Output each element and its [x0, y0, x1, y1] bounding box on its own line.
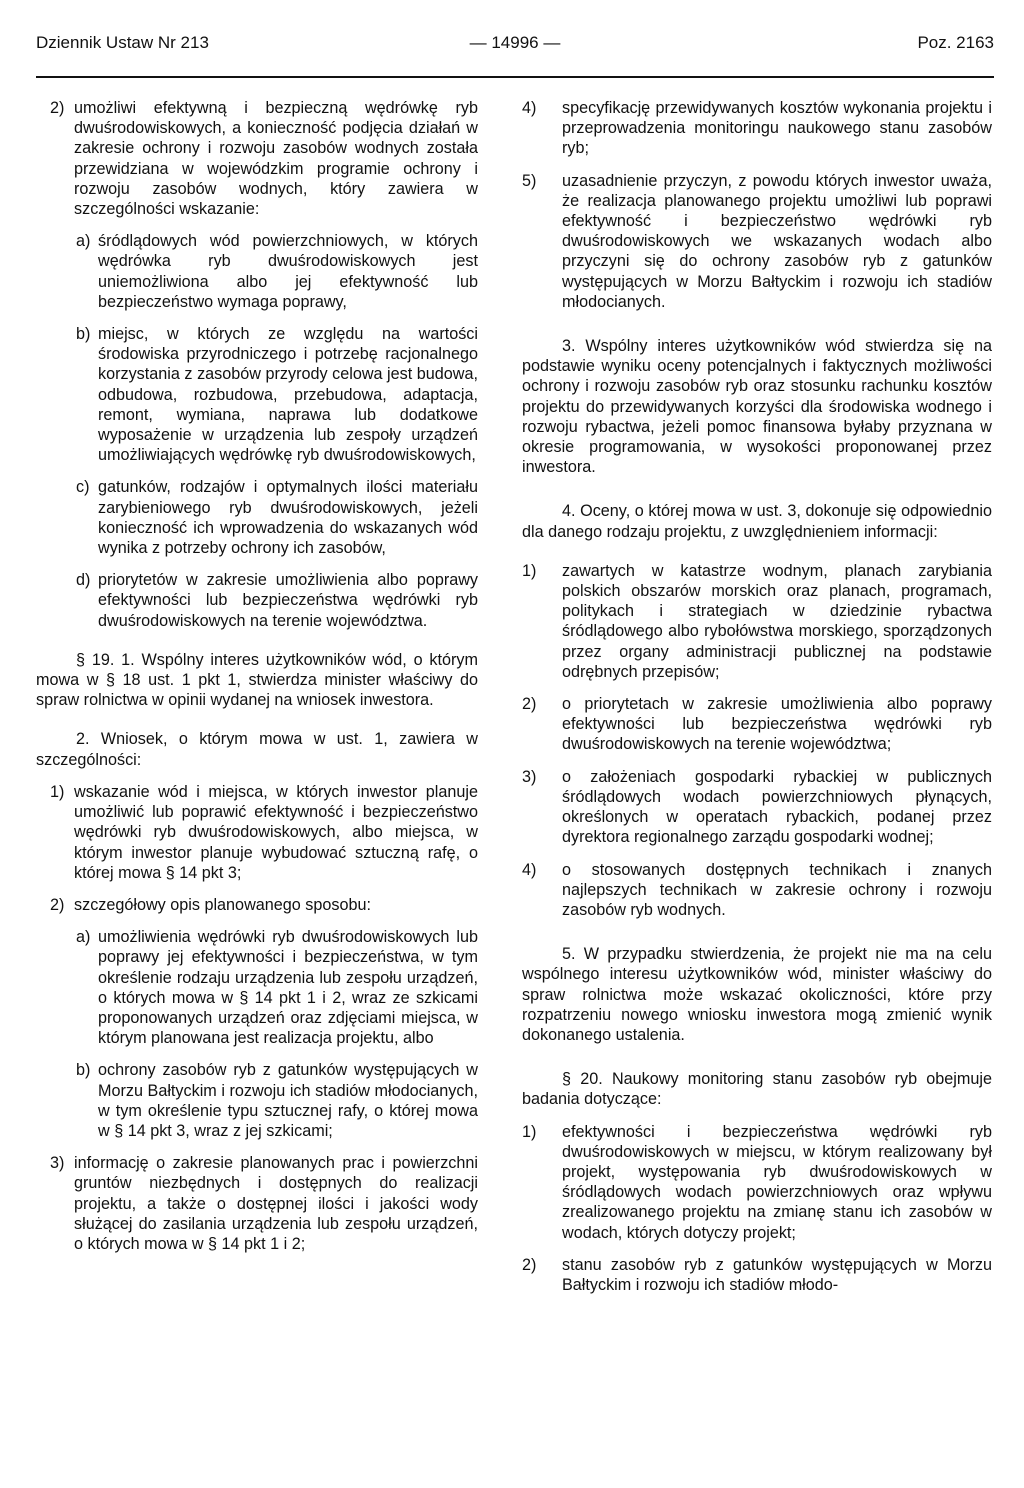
subitem-letter: b) — [76, 1061, 91, 1080]
list-subitem — [36, 927, 478, 1048]
list-subitem — [36, 477, 478, 558]
list-item — [522, 98, 992, 159]
paragraph-19-1: § 19. 1. Wspólny interes użytkowników wód, o którym mowa w § 18 ust. 1 pkt 1, stwierdza minister właściwy do spraw rolnictwa w opinii wydanej na wniosek inwestora. — [36, 650, 478, 710]
item-number: 2) — [50, 895, 65, 914]
item-number: 2) — [50, 99, 65, 117]
item-text: informację o zakresie planowanych prac i powierzchni gruntów niezbędnych i dostępnych do realizacji projektu, a także o dostępnej ilości i jakości wody służącej do zasilania urządzenia lub zespołu urządzeń, o których mowa w § 14 pkt 1 i 2; — [74, 1154, 478, 1253]
position-number: Poz. 2163 — [917, 33, 994, 52]
paragraph-19-3: 3. Wspólny interes użytkowników wód stwierdza się na podstawie wyniku oceny potencjalnych i faktycznych możliwości ochrony i rozwoju zasobów ryb oraz stosunku rachunku kosztów projektu do przewidywanych korzyści dla środowiska wodnego i rozwoju rybactwa, jeżeli pomoc finansowa byłaby przyznana w okresie programowania, w wysokości proponowanej przez inwestora. — [522, 337, 992, 477]
paragraph-19-2: 2. Wniosek, o którym mowa w ust. 1, zawiera w szczególności: — [36, 730, 478, 769]
item-text: efektywności i bezpieczeństwa wędrówki ryb dwuśrodowiskowych w miejscu, w którym realizowany był projekt, występowania ryb dwuśrodowiskowych w śródlądowych wodach powierzchniowych oraz wpływu zrealizowanego projektu na zmianę stanu ich zasobów w wodach, których dotyczy projekt; — [562, 1122, 992, 1242]
paragraph-19-5: 5. W przypadku stwierdzenia, że projekt nie ma na celu wspólnego interesu użytkowników wód, minister właściwy do spraw rolnictwa może wskazać okoliczności, które przy rozpatrzeniu nowego wniosku inwestora mogą zmienić wynik dokonanego ustalenia. — [522, 945, 992, 1044]
subitem-text: ochrony zasobów ryb z gatunków występujących w Morzu Bałtyckim i rozwoju ich stadiów młodocianych, w tym określenie typu sztucznej rafy, o której mowa w § 14 pkt 3, wraz z jej szkicami; — [98, 1061, 478, 1140]
subitem-text: śródlądowych wód powierzchniowych, w których wędrówka ryb dwuśrodowiskowych jest uniemożliwiona albo jej efektywność lub bezpieczeństwo wymaga poprawy, — [98, 232, 478, 311]
item-number: 3) — [522, 767, 537, 786]
item-number: 2) — [522, 695, 537, 714]
item-text: zawartych w katastrze wodnym, planach zarybiania polskich obszarów morskich oraz planach, programach, politykach i strategiach w dziedzinie rybactwa śródlądowego albo rybołówstwa morskiego, sporządzonych przez organy administracji publicznej na podstawie odrębnych przepisów; — [562, 561, 992, 681]
list-subitem — [36, 324, 478, 465]
list-item — [36, 1153, 478, 1254]
item-text: uzasadnienie przyczyn, z powodu których inwestor uważa, że realizacja planowanego projektu umożliwi lub poprawi efektywność i bezpieczeństwo wędrówki ryb dwuśrodowiskowych we wskazanych wodach albo przyczyni się do ochrony zasobów ryb z gatunków występujących w Morzu Bałtyckim i rozwoju ich stadiów młodocianych. — [562, 171, 992, 311]
header-rule — [36, 76, 994, 78]
item-text: szczegółowy opis planowanego sposobu: — [74, 895, 371, 914]
subitem-text: miejsc, w których ze względu na wartości środowiska przyrodniczego i potrzebę racjonalnego korzystania z zasobów przyrody celowa jest budowa, odbudowa, rozbudowa, przebudowa, adaptacja, remont, wymiana, naprawa lub dodatkowe wyposażenie w urządzenia lub zespoły urządzeń umożliwiających wędrówkę ryb dwuśrodowiskowych, — [98, 325, 478, 465]
item-text: umożliwi efektywną i bezpieczną wędrówkę ryb dwuśrodowiskowych, a konieczność podjęcia działań w zakresie ochrony i rozwoju zasobów wodnych została przewidziana w wojewódzkim programie ochrony i rozwoju zasobów wodnych, który zawiera w szczególności wskazanie: — [74, 99, 478, 219]
list-item — [522, 171, 992, 312]
item-number: 4) — [522, 99, 537, 117]
subitem-letter: b) — [76, 325, 91, 344]
subitem-text: priorytetów w zakresie umożliwienia albo poprawy efektywności lub bezpieczeństwa wędrówki ryb dwuśrodowiskowych na terenie województwa. — [98, 571, 478, 630]
list-subitem — [36, 570, 478, 631]
list-item — [522, 767, 992, 848]
subitem-text: gatunków, rodzajów i optymalnych ilości materiału zarybieniowego ryb dwuśrodowiskowych, jeżeli konieczność ich wprowadzenia do wskazanych wód wynika z potrzeby ochrony ich zasobów, — [98, 478, 478, 558]
item-number: 4) — [522, 860, 537, 879]
item-text: stanu zasobów ryb z gatunków występujących w Morzu Bałtyckim i rozwoju ich stadiów młodo- — [562, 1255, 992, 1294]
list-item — [522, 860, 992, 921]
item-text: o stosowanych dostępnych technikach i znanych najlepszych technikach w zakresie ochrony i rozwoju zasobów ryb wodnych. — [562, 860, 992, 919]
item-number: 1) — [522, 561, 537, 580]
item-text: specyfikację przewidywanych kosztów wykonania projektu i przeprowadzenia monitoringu naukowego stanu zasobów ryb; — [562, 99, 992, 158]
item-text: o założeniach gospodarki rybackiej w publicznych śródlądowych wodach powierzchniowych płynących, określonych w operatach rybackich, podanej przez dyrektora regionalnego zarządu gospodarki wodnej; — [562, 767, 992, 847]
subitem-letter: d) — [76, 571, 91, 590]
list-subitem — [36, 1060, 478, 1141]
item-number: 2) — [522, 1255, 537, 1274]
right-column — [522, 98, 992, 1295]
paragraph-20: § 20. Naukowy monitoring stanu zasobów ryb obejmuje badania dotyczące: — [522, 1070, 992, 1109]
list-item — [522, 1122, 992, 1243]
list-item — [36, 98, 478, 219]
item-number: 5) — [522, 171, 537, 190]
item-number: 1) — [50, 782, 65, 801]
list-item — [522, 561, 992, 682]
page-number: — 14996 — — [469, 33, 561, 52]
item-number: 3) — [50, 1154, 65, 1173]
subitem-letter: a) — [76, 232, 91, 251]
paragraph-19-4: 4. Oceny, o której mowa w ust. 3, dokonuje się odpowiednio dla danego rodzaju projektu, z uwzględnieniem informacji: — [522, 502, 992, 541]
left-column — [36, 98, 478, 1254]
subitem-letter: c) — [76, 478, 90, 497]
list-item — [522, 1255, 992, 1295]
subitem-letter: a) — [76, 928, 91, 947]
list-subitem — [36, 231, 478, 312]
item-text: wskazanie wód i miejsca, w których inwestor planuje umożliwić lub poprawić efektywność i bezpieczeństwo wędrówki ryb dwuśrodowiskowych, albo miejsca, w którym inwestor planuje wybudować sztuczną rafę, o której mowa § 14 pkt 3; — [74, 782, 478, 882]
list-item — [522, 694, 992, 755]
item-text: o priorytetach w zakresie umożliwienia albo poprawy efektywności lub bezpieczeństwa wędrówki ryb dwuśrodowiskowych na terenie województwa; — [562, 695, 992, 754]
list-item — [36, 895, 478, 915]
list-item — [36, 782, 478, 883]
subitem-text: umożliwienia wędrówki ryb dwuśrodowiskowych lub poprawy jej efektywności i bezpieczeństwa, w tym określenie rodzaju urządzenia lub zespołu urządzeń, o których mowa w § 14 pkt 1 i 2, wraz ze szkicami proponowanych urządzeń oraz zdjęciami miejsca, w którym planowana jest realizacja projektu, albo — [98, 928, 478, 1048]
page-header — [36, 28, 994, 58]
item-number: 1) — [522, 1122, 537, 1141]
journal-title: Dziennik Ustaw Nr 213 — [36, 33, 209, 52]
